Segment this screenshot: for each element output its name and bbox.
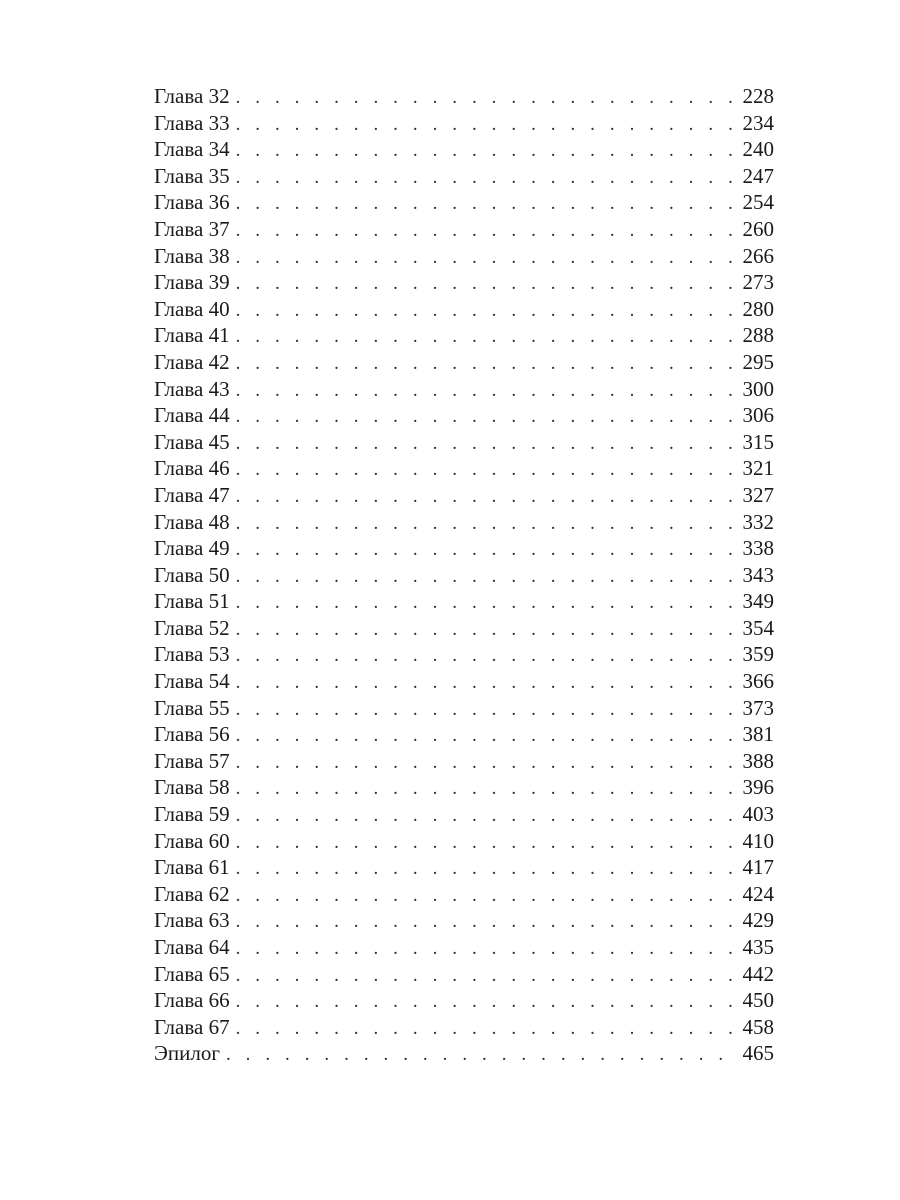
toc-entry-title: Глава 54 (154, 669, 230, 694)
toc-entry-title: Глава 46 (154, 456, 230, 481)
toc-entry (154, 668, 774, 695)
toc-entry (154, 854, 774, 881)
toc-entry-page-number: 321 (742, 456, 774, 481)
toc-entry-page-number: 403 (742, 802, 774, 827)
dot-leader (236, 378, 739, 405)
toc-entry-title: Глава 52 (154, 615, 230, 640)
dot-leader (236, 963, 739, 990)
toc-entry-page-number: 354 (742, 615, 774, 640)
toc-entry-page-number: 417 (742, 855, 774, 880)
dot-leader (236, 643, 739, 670)
toc-entry (154, 801, 774, 828)
toc-entry (154, 482, 774, 509)
toc-entry (154, 641, 774, 668)
toc-entry-title: Глава 34 (154, 137, 230, 162)
toc-entry-title: Глава 49 (154, 536, 230, 561)
toc-entry-title: Глава 61 (154, 855, 230, 880)
toc-entry-page-number: 429 (742, 908, 774, 933)
toc-entry-title: Глава 60 (154, 828, 230, 853)
dot-leader (236, 271, 739, 298)
toc-entry-page-number: 349 (742, 589, 774, 614)
toc-entry (154, 828, 774, 855)
toc-entry-title: Глава 48 (154, 509, 230, 534)
toc-entry-title: Глава 39 (154, 270, 230, 295)
toc-entry-title: Глава 55 (154, 695, 230, 720)
toc-entry-title: Глава 33 (154, 110, 230, 135)
toc-entry-title: Глава 41 (154, 323, 230, 348)
toc-entry-title: Глава 59 (154, 802, 230, 827)
dot-leader (236, 245, 739, 272)
table-of-contents (154, 83, 774, 1067)
toc-entry (154, 987, 774, 1014)
dot-leader (236, 776, 739, 803)
toc-entry (154, 136, 774, 163)
toc-entry-title: Глава 40 (154, 296, 230, 321)
toc-entry-page-number: 458 (742, 1014, 774, 1039)
toc-entry-title: Глава 42 (154, 349, 230, 374)
toc-entry-title: Глава 37 (154, 216, 230, 241)
dot-leader (236, 138, 739, 165)
toc-entry (154, 695, 774, 722)
toc-entry-page-number: 388 (742, 748, 774, 773)
toc-entry-title: Глава 57 (154, 748, 230, 773)
toc-entry-title: Глава 64 (154, 935, 230, 959)
dot-leader (236, 511, 739, 538)
dot-leader (236, 404, 739, 431)
toc-entry (154, 721, 774, 748)
toc-entry-title: Глава 36 (154, 190, 230, 215)
toc-entry (154, 934, 774, 961)
toc-entry (154, 907, 774, 934)
dot-leader (236, 218, 739, 245)
toc-entry (154, 562, 774, 589)
toc-entry (154, 243, 774, 270)
dot-leader (236, 617, 739, 644)
toc-entry (154, 748, 774, 775)
toc-entry-page-number: 450 (742, 988, 774, 1013)
toc-entry-page-number: 442 (742, 961, 774, 986)
dot-leader (236, 590, 739, 617)
toc-entry-title: Глава 66 (154, 988, 230, 1013)
toc-entry-title: Глава 50 (154, 562, 230, 587)
toc-entry-page-number: 366 (742, 669, 774, 694)
toc-entry-title: Глава 43 (154, 376, 230, 401)
dot-leader (226, 1042, 739, 1069)
toc-entry-page-number: 396 (742, 775, 774, 800)
toc-entry-page-number: 381 (742, 722, 774, 747)
toc-entry (154, 535, 774, 562)
dot-leader (236, 723, 739, 750)
toc-entry-page-number: 266 (742, 243, 774, 268)
dot-leader (236, 989, 739, 1016)
toc-entry-page-number: 254 (742, 190, 774, 215)
dot-leader (236, 85, 739, 112)
toc-entry-page-number: 288 (742, 323, 774, 348)
toc-entry-page-number: 327 (742, 482, 774, 507)
toc-entry-page-number: 273 (742, 270, 774, 295)
dot-leader (236, 803, 739, 830)
toc-entry-title: Глава 58 (154, 775, 230, 800)
dot-leader (236, 697, 739, 724)
toc-entry (154, 296, 774, 323)
toc-entry-title: Глава 47 (154, 482, 230, 507)
toc-entry (154, 1014, 774, 1041)
toc-entry-page-number: 315 (742, 429, 774, 454)
toc-entry-page-number: 300 (742, 376, 774, 401)
toc-entry-title: Глава 63 (154, 908, 230, 933)
toc-entry (154, 961, 774, 988)
toc-entry-title: Эпилог (154, 1041, 220, 1066)
dot-leader (236, 324, 739, 351)
dot-leader (236, 830, 739, 857)
toc-entry-page-number: 435 (742, 935, 774, 959)
toc-entry-title: Глава 62 (154, 881, 230, 906)
dot-leader (236, 883, 739, 910)
dot-leader (236, 564, 739, 591)
toc-entry-page-number: 424 (742, 881, 774, 906)
toc-entry-title: Глава 44 (154, 403, 230, 428)
dot-leader (236, 750, 739, 777)
toc-entry-page-number: 359 (742, 642, 774, 667)
dot-leader (236, 936, 739, 963)
dot-leader (236, 457, 739, 484)
toc-entry (154, 588, 774, 615)
dot-leader (236, 112, 739, 139)
dot-leader (236, 431, 739, 458)
toc-entry (154, 189, 774, 216)
toc-entry (154, 429, 774, 456)
dot-leader (236, 670, 739, 697)
toc-entry (154, 163, 774, 190)
dot-leader (236, 165, 739, 192)
toc-entry-page-number: 260 (742, 216, 774, 241)
dot-leader (236, 351, 739, 378)
dot-leader (236, 1016, 739, 1043)
dot-leader (236, 484, 739, 511)
toc-entry (154, 1040, 774, 1067)
toc-entry-page-number: 228 (742, 84, 774, 108)
toc-entry-page-number: 410 (742, 828, 774, 853)
toc-entry-title: Глава 67 (154, 1014, 230, 1039)
toc-entry (154, 774, 774, 801)
toc-entry (154, 83, 774, 110)
toc-entry-page-number: 306 (742, 403, 774, 428)
toc-entry-page-number: 373 (742, 695, 774, 720)
dot-leader (236, 537, 739, 564)
toc-entry-title: Глава 32 (154, 84, 230, 108)
dot-leader (236, 191, 739, 218)
dot-leader (236, 298, 739, 325)
toc-entry-page-number: 234 (742, 110, 774, 135)
toc-entry (154, 269, 774, 296)
toc-entry (154, 322, 774, 349)
toc-entry-page-number: 240 (742, 137, 774, 162)
dot-leader (236, 856, 739, 883)
toc-entry (154, 349, 774, 376)
toc-entry-title: Глава 51 (154, 589, 230, 614)
toc-entry (154, 455, 774, 482)
toc-entry (154, 376, 774, 403)
toc-entry-title: Глава 45 (154, 429, 230, 454)
toc-entry-title: Глава 65 (154, 961, 230, 986)
toc-entry (154, 402, 774, 429)
toc-entry (154, 615, 774, 642)
toc-entry (154, 509, 774, 536)
toc-entry-title: Глава 38 (154, 243, 230, 268)
toc-entry-title: Глава 53 (154, 642, 230, 667)
toc-entry-title: Глава 35 (154, 163, 230, 188)
toc-entry-page-number: 332 (742, 509, 774, 534)
toc-entry (154, 881, 774, 908)
toc-entry-page-number: 280 (742, 296, 774, 321)
toc-entry-page-number: 295 (742, 349, 774, 374)
toc-entry (154, 110, 774, 137)
toc-entry-page-number: 338 (742, 536, 774, 561)
toc-entry-page-number: 247 (742, 163, 774, 188)
toc-entry-title: Глава 56 (154, 722, 230, 747)
toc-entry (154, 216, 774, 243)
dot-leader (236, 909, 739, 936)
toc-entry-page-number: 343 (742, 562, 774, 587)
toc-entry-page-number: 465 (742, 1041, 774, 1066)
